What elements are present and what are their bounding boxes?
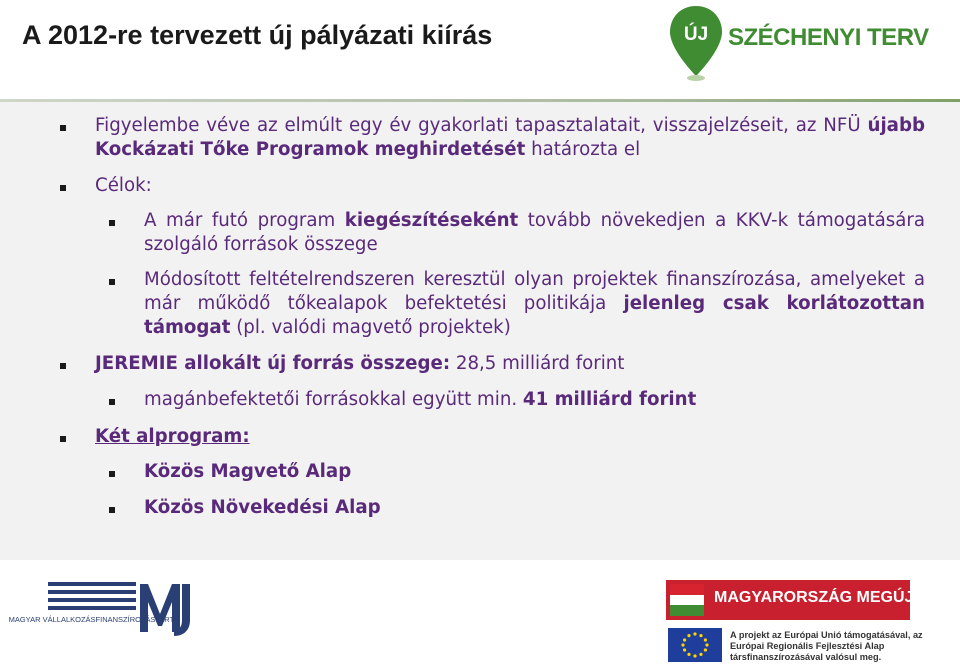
magyarorszag-megujul-text: MAGYARORSZÁG MEGÚJUL (714, 589, 935, 606)
mv-logo (8, 580, 198, 642)
bullet-marker (60, 436, 66, 442)
bullet-marker (60, 185, 66, 191)
item-text-bold: kiegészítéseként (344, 210, 519, 231)
item-text-bold: jelenleg csak korlátozottan támogat (144, 293, 925, 338)
item-text-bold: 41 milliárd forint (522, 389, 697, 410)
uj-szechenyi-terv-logo (666, 4, 929, 84)
list-item-level1 (95, 352, 925, 376)
list-item-level2: Közös Magvető Alap (144, 461, 352, 482)
item-text: magánbefektetői forrásokkal együtt min. (144, 389, 523, 410)
slide-content (0, 102, 960, 560)
list-item-level2 (144, 388, 925, 412)
footer (0, 560, 960, 666)
pin-badge-text: ÚJ (683, 24, 709, 45)
brand-text: SZÉCHENYI TERV (728, 24, 929, 51)
bullet-marker (60, 125, 66, 131)
eu-funding-text: A projekt az Európai Unió támogatásával, az Európai Regionális Fejlesztési Alap társfinanszírozásával valósul meg. (730, 630, 923, 662)
mv-logo-text: MAGYAR VÁLLALKOZÁSFINANSZÍROZÁSI ZRT. (8, 615, 176, 624)
item-text: Módosított feltételrendszeren keresztül olyan projektek finanszírozása, amelyeket a már működő tőkealapok befektetési politikája (144, 269, 925, 314)
slide-title: A 2012-re tervezett új pályázati kiírás (22, 20, 493, 50)
item-text: 28,5 milliárd forint (450, 353, 625, 374)
list-item-level1 (95, 114, 925, 162)
item-text-bold: újabb Kockázati Tőke Programok meghirdetését (95, 115, 925, 160)
item-text: A már futó program (144, 210, 345, 231)
bullet-marker (109, 399, 115, 405)
item-text: Figyelembe véve az elmúlt egy év gyakorlati tapasztalatait, visszajelzéseit, az NFÜ (95, 115, 868, 136)
list-item-level1: Célok: (95, 175, 152, 196)
bullet-marker (109, 471, 115, 477)
list-item-level2 (144, 209, 925, 257)
list-item-level2: Közös Növekedési Alap (144, 497, 381, 518)
magyarorszag-megujul-logo (666, 580, 935, 620)
hungarian-flag-icon (670, 584, 704, 616)
bullet-marker (109, 279, 115, 285)
bullet-marker (60, 363, 66, 369)
item-text: tovább növekedjen a KKV-k támogatására szolgáló források összege (144, 210, 925, 255)
map-pin-icon (666, 4, 726, 84)
eu-flag-icon (668, 628, 722, 662)
item-text: határozta el (525, 139, 641, 160)
bullet-marker (109, 507, 115, 513)
item-text: (pl. valódi magvető projektek) (230, 317, 511, 338)
bullet-marker (109, 220, 115, 226)
list-item-level2 (144, 268, 925, 340)
item-text-bold: JEREMIE allokált új forrás összege: (95, 353, 451, 374)
list-item-level1: Két alprogram: (95, 426, 250, 447)
